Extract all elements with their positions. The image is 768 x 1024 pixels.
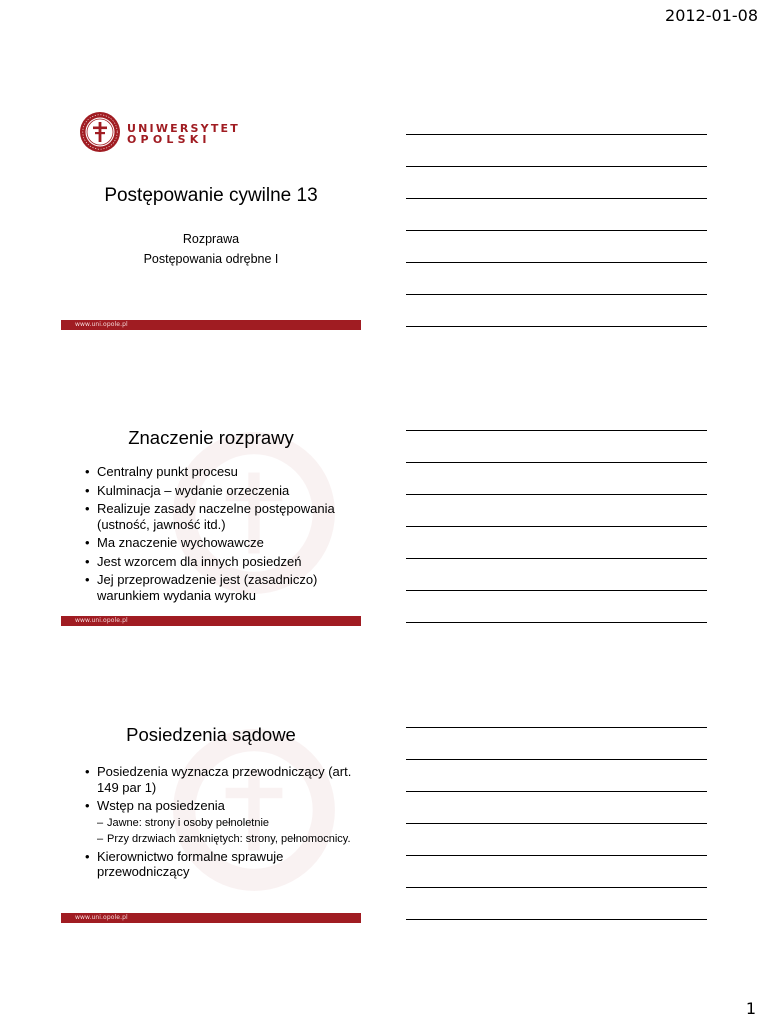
sub-bullet-item: – Jawne: strony i osoby pełnoletnie	[97, 816, 355, 830]
footer-url: www.uni.opole.pl	[75, 321, 128, 328]
bullet-item: • Jej przeprowadzenie jest (zasadniczo) warunkiem wydania wyroku	[85, 572, 355, 603]
note-line	[406, 622, 707, 623]
sub-bullet-list	[97, 816, 355, 846]
page-number: 1	[745, 999, 756, 1018]
note-line	[406, 759, 707, 760]
note-line	[406, 526, 707, 527]
bullet-item: • Realizuje zasady naczelne postępowania (ustność, jawność itd.)	[85, 501, 355, 532]
bullet-list	[85, 464, 355, 606]
slide-title: Posiedzenia sądowe	[126, 724, 296, 745]
slide-footer-bar	[61, 616, 361, 626]
university-seal-icon	[79, 111, 121, 153]
note-line	[406, 494, 707, 495]
note-line	[406, 887, 707, 888]
university-logo	[79, 111, 240, 155]
slide-2	[61, 400, 361, 626]
bullet-item	[85, 849, 355, 880]
note-line	[406, 166, 707, 167]
logo-wordmark	[127, 123, 240, 145]
sub-bullet-item: – Przy drzwiach zamkniętych: strony, pełnomocnicy.	[97, 832, 355, 846]
bullet-item	[85, 798, 355, 846]
note-line	[406, 823, 707, 824]
note-line	[406, 727, 707, 728]
page-date: 2012-01-08	[665, 6, 758, 25]
bullet-item: • Centralny punkt procesu	[85, 464, 355, 480]
slide-subtitle: Postępowania odrębne I	[143, 252, 279, 266]
note-line	[406, 198, 707, 199]
note-line	[406, 855, 707, 856]
note-line	[406, 462, 707, 463]
note-line	[406, 590, 707, 591]
slide-3	[61, 697, 361, 923]
note-line	[406, 558, 707, 559]
note-line	[406, 791, 707, 792]
note-line	[406, 134, 707, 135]
bullet-item: • Jest wzorcem dla innych posiedzeń	[85, 554, 355, 570]
bullet-text: Wstęp na posiedzenia	[97, 798, 225, 813]
footer-url: www.uni.opole.pl	[75, 914, 128, 921]
logo-line-2: OPOLSKI	[127, 133, 211, 146]
logo-line-1: UNIWERSYTET	[127, 122, 240, 135]
slide-title: Postępowanie cywilne 13	[104, 185, 318, 206]
footer-url: www.uni.opole.pl	[75, 617, 128, 624]
note-line	[406, 294, 707, 295]
note-line	[406, 230, 707, 231]
note-line	[406, 430, 707, 431]
slide-subtitle: Rozprawa	[182, 232, 240, 246]
note-line	[406, 326, 707, 327]
bullet-item	[85, 764, 355, 795]
slide-footer-bar	[61, 913, 361, 923]
bullet-item: • Ma znaczenie wychowawcze	[85, 535, 355, 551]
slide-footer-bar	[61, 320, 361, 330]
bullet-text: Kierownictwo formalne sprawuje przewodniczący	[97, 848, 284, 879]
slide-1	[61, 104, 361, 330]
note-line	[406, 262, 707, 263]
slide-title: Znaczenie rozprawy	[128, 427, 294, 448]
bullet-list	[85, 764, 355, 883]
bullet-item: • Kulminacja – wydanie orzeczenia	[85, 483, 355, 499]
bullet-text: Posiedzenia wyznacza przewodniczący (art. 149 par 1)	[97, 764, 352, 795]
note-line	[406, 919, 707, 920]
